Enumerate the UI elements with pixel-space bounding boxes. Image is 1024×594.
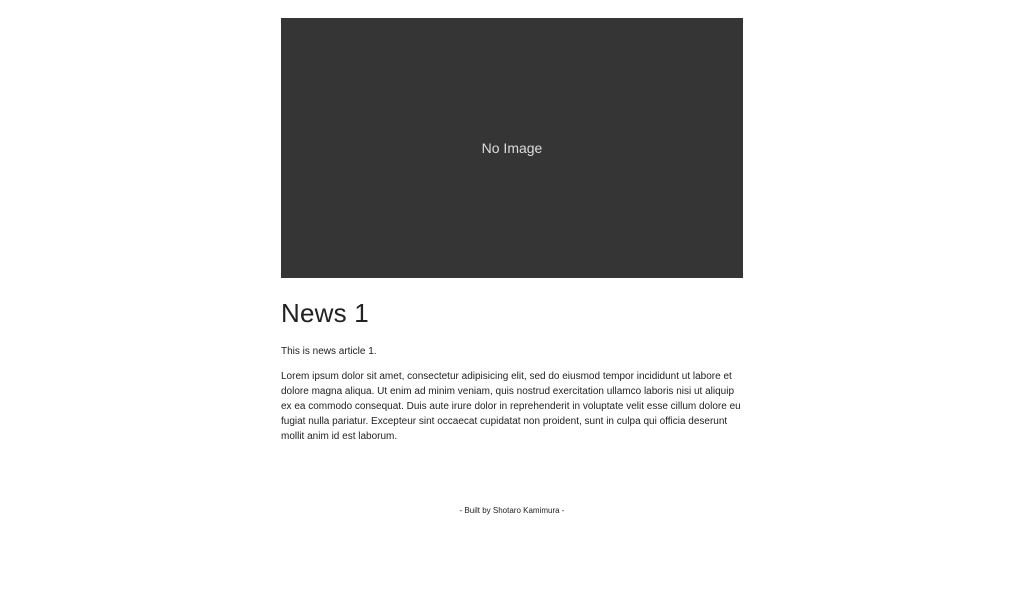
no-image-label: No Image — [481, 140, 543, 156]
article-summary: This is news article 1. — [281, 346, 377, 357]
footer-credit: - Built by Shotaro Kamimura - — [459, 506, 565, 515]
news-article — [281, 18, 743, 444]
article-title: News 1 — [281, 298, 369, 328]
article-image-placeholder — [281, 18, 743, 278]
article-body: Lorem ipsum dolor sit amet, consectetur adipisicing elit, sed do eiusmod tempor incididunt ut labore et dolore magna aliqua. Ut enim ad minim veniam, quis nostrud exercitation ullamco laboris nisi ut aliquip ex ea commodo consequat. Duis aute irure dolor in reprehenderit in voluptate velit esse cillum dolore eu fugiat nulla pariatur. Excepteur sint occaecat cupidatat non proident, sunt in culpa qui officia deserunt mollit anim id est laborum. — [281, 371, 741, 442]
